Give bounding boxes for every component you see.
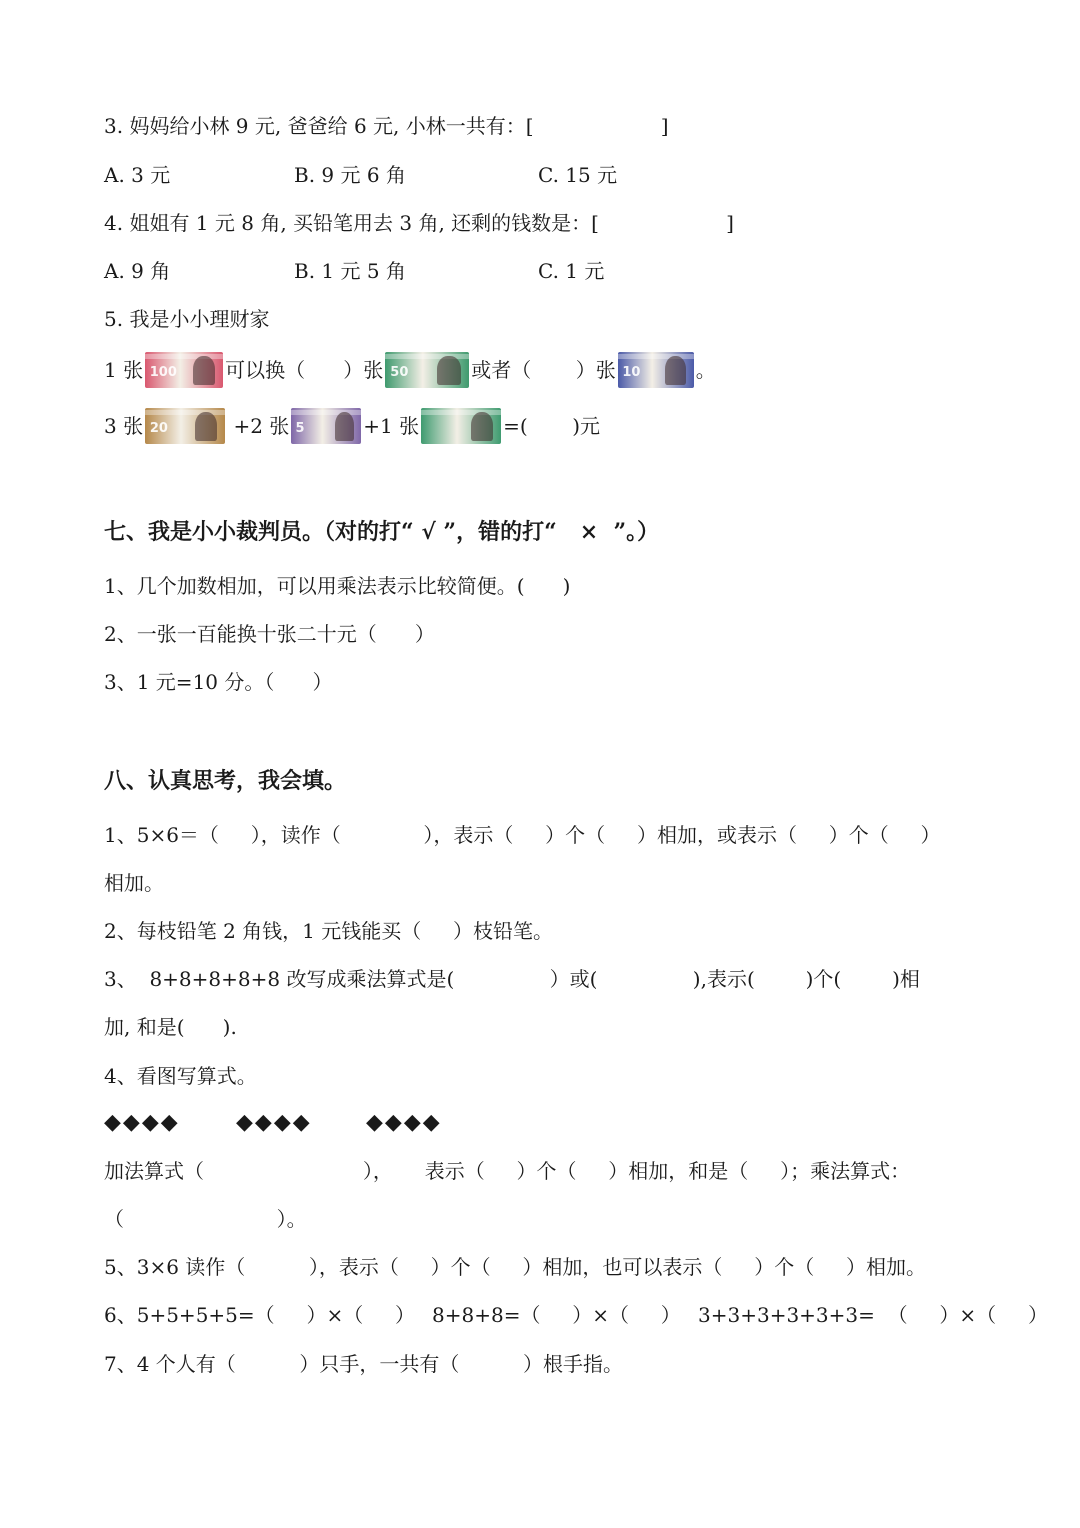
section-7-item-2: 2、一张一百能换十张二十元（ ） <box>104 622 435 646</box>
q3-option-c: C. 15 元 <box>538 163 618 187</box>
section-8-q3-line-1: 3、 8+8+8+8+8 改写成乘法算式是( ）或( ),表示( )个( )相 <box>104 967 920 991</box>
q5-row2-text-1: 3 张 <box>104 414 144 438</box>
q4-option-a: A. 9 角 <box>104 259 171 283</box>
section-8-q3-line-2: 加, 和是( ). <box>104 1015 237 1039</box>
section-8-q7: 7、4 个人有（ ）只手，一共有（ ）根手指。 <box>104 1352 623 1376</box>
section-7-heading: 七、我是小小裁判员。（对的打“ √ ”，错的打“ × ”。） <box>104 519 660 545</box>
q4-question: 4. 姐姐有 1 元 8 角, 买铅笔用去 3 角, 还剩的钱数是：[ ] <box>104 211 734 235</box>
diamond-group-1: ◆◆◆◆ <box>104 1110 180 1135</box>
q5-row2-text-3: +1 张 <box>363 414 420 438</box>
q4-option-c: C. 1 元 <box>538 259 605 283</box>
section-8-q4-addition: 加法算式（ ）， 表示（ ）个（ ）相加，和是（ ）；乘法算式： <box>104 1159 911 1183</box>
banknote-5-yuan: 5 <box>291 408 361 444</box>
diamond-group-3: ◆◆◆◆ <box>366 1110 442 1135</box>
q3-option-b: B. 9 元 6 角 <box>294 163 406 187</box>
section-8-q6-part-1: 6、5+5+5+5=（ ）×（ ） <box>104 1303 415 1327</box>
diamond-group-2: ◆◆◆◆ <box>236 1110 312 1135</box>
section-8-q4: 4、看图写算式。 <box>104 1064 257 1088</box>
q5-row1-text-1: 1 张 <box>104 358 144 382</box>
section-8-heading: 八、认真思考，我会填。 <box>104 768 347 794</box>
section-8-q6-part-3: 3+3+3+3+3+3= （ ）×（ ） <box>698 1303 1048 1327</box>
banknote-10-yuan: 10 <box>618 352 694 388</box>
section-8-q5: 5、3×6 读作（ ），表示（ ）个（ ）相加，也可以表示（ ）个（ ）相加。 <box>104 1255 927 1279</box>
section-8-q1-line-1: 1、5×6＝（ ），读作（ ），表示（ ）个（ ）相加，或表示（ ）个（ ） <box>104 823 941 847</box>
q5-row1-text-2: 可以换（ ）张 <box>225 358 384 382</box>
q5-row-1 <box>104 350 716 390</box>
q5-row1-text-4: 。 <box>695 358 716 382</box>
q3-option-a: A. 3 元 <box>104 163 171 187</box>
q5-row-2 <box>104 406 600 446</box>
q5-title: 5. 我是小小理财家 <box>104 307 270 331</box>
section-8-q4-multiplication: （ ）。 <box>104 1207 307 1231</box>
banknote-2-yuan <box>421 408 501 444</box>
banknote-20-yuan: 20 <box>145 408 225 444</box>
q4-option-b: B. 1 元 5 角 <box>294 259 406 283</box>
section-8-q2: 2、每枝铅笔 2 角钱，1 元钱能买（ ）枝铅笔。 <box>104 919 554 943</box>
q5-row2-text-2: +2 张 <box>227 414 290 438</box>
section-8-q1-line-2: 相加。 <box>104 871 164 895</box>
section-8-q6-part-2: 8+8+8=（ ）×（ ） <box>432 1303 681 1327</box>
section-7-item-3: 3、1 元=10 分。（ ） <box>104 670 333 694</box>
banknote-100-yuan: 100 <box>145 352 223 388</box>
q5-row1-text-3: 或者（ ）张 <box>471 358 616 382</box>
q5-row2-text-4: =( )元 <box>503 414 601 438</box>
banknote-50-yuan: 50 <box>385 352 469 388</box>
q3-question: 3. 妈妈给小林 9 元, 爸爸给 6 元, 小林一共有：[ ] <box>104 114 669 138</box>
section-7-item-1: 1、几个加数相加，可以用乘法表示比较简便。( ) <box>104 574 571 598</box>
